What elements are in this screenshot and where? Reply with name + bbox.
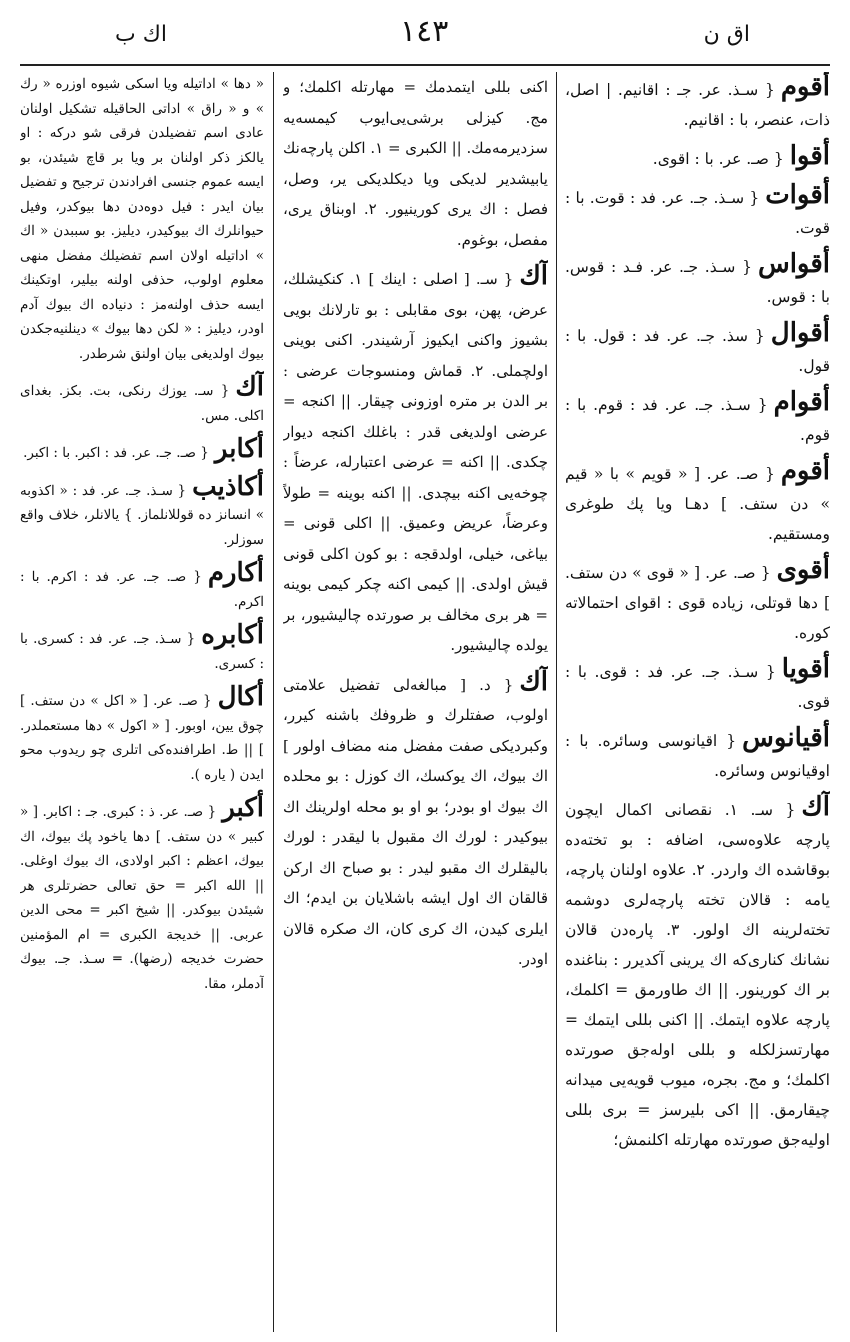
headword: أقوام (773, 387, 830, 417)
entry-aqvat (565, 180, 830, 243)
entry-aqvas (565, 249, 830, 312)
headword: أقوا (789, 141, 830, 171)
headword: آك (235, 372, 264, 402)
definition: { سـذ. جـ. عر. فـد : قوس. با : قوس. (565, 258, 830, 306)
column-divider (273, 72, 274, 1332)
entry-aqvum (565, 72, 830, 135)
entry-aqval (565, 318, 830, 381)
headword: أقويا (781, 654, 830, 684)
definition: { سـذ. جـ. عر. فد : قوم. با : قوم. (565, 396, 830, 444)
entry-aqva2 (565, 555, 830, 648)
headword: أقوات (765, 180, 830, 210)
definition: { صـ. عر. ذ : كبرى. جـ : اكابر. [ « كبير » دن ستف. ] دها ياخود پك بيوك، اك بيوك، اعظم : اكبر اولادى، اك بيوك اوغلى. || الله اكبر = حق تعالى حضرتلرى هر شيئدن بيوكدر. || شيخ اكبر = محى الدين عربى. || خديجة الكبرى = ام المؤمنين حضرت خديجه (رضها). ═ سـذ. جـ. بيوك آدملر، مقا. (20, 804, 264, 992)
definition: { سـذ. عر. جـ : اقانيم. | اصل، ذات، عنصر، با : اقانيم. (565, 81, 830, 129)
definition: { سـ. ١. نقصانى اكمال ايچون پارچه علاوه‌سى، اضافه : بو تخته‌ده بوقاشده اك واردر. ٢. علاوه اولنان پارچه، يامه : قالان تخته پارچه‌لرى دوشمه تخته‌لرينه اك اولور. ٣. پاره‌دن قالان نشانك كنارى‌كه اك يرينى آكديرر : بناغنده بر اك كورينور. || اك ‌طاورمق = اكلمك، پارچه علاوه ايتمك. || اكنى بللى ايتمك = مهارتسزلكله و بللى اوله‌جق صورتده اكلمك؛ و مج. بجره، ميوب قويه‌يى ميدانه چيقارمق. || اكى بليرسز = برى بللى اوليه‌جق صورتده مهارتله اكلنمش؛ (565, 801, 830, 1149)
headword: أقوال (770, 318, 830, 348)
entry-continuation (283, 72, 548, 255)
right-guide-word: اق ن (703, 22, 750, 47)
headword: أقوى (776, 555, 830, 585)
headword: آك (519, 666, 548, 697)
entry-ekazib (20, 472, 264, 553)
definition: اكنى بللى ايتمدمك = مهارتله اكلمك؛ و مج. كيزلى برشى‌يى‌ايوب كيمسه‌يه سزديرمه‌مك. || الكبرى = ١. اكلن پارچه‌نك يابيشدير لديكى ويا ديكلديكى ير، وصل، فصل : اك يرى كورينيور. ٢. اوبناق يرى، مفصل، بوغوم. (283, 78, 548, 249)
column-divider (556, 72, 557, 1332)
entry-ek-color (20, 372, 264, 428)
headword: أقيانوس (742, 723, 830, 753)
column-left (20, 72, 264, 1332)
entry-en-superlative (283, 667, 548, 975)
column-middle (283, 72, 548, 1332)
definition: { سـ. [ اصلى : اينك ] ١. كنكيشلك، عرض، پهن، بوى مقابلى : بو تارلانك بويى بشيوز واكنى ايكيوز آرشيندر. اكنى بوينى اولچملى. ٢. قماش ومنسوجات عرضى : بر الدن بر متره اوزونى چيقار. || اكنجه = عرضى اولديغى قدر : باغلك اكنجه ديوار چكدى. || اكنه = عرضى اعتبارله، عرضاً : چوخه‌يى اكنه بيچدى. || اكنه بوينه = طولاً وعرضاً، عريض وعميق. || اكلى قونى = بياغى، خيلى، اولدقجه : بو كون اكلى قونى قيش اولدى. || كيمى اكنه چكر كيمى بوينه = هر برى مخالف بر صورتده چاليشيور، بر يولده چاليشيور. (283, 270, 548, 654)
definition: { صـ. عر. [ « اكل » دن ستف. ] چوق يين، اوبور. [ « اكول » دها مستعملدر. ] || ط. اطرافنده‌كى اتلرى چو ريدوب محو ايدن ( ياره ). (20, 693, 264, 783)
definition: { صـ. عر. [ « قوى » دن ستف. ] دها قوتلى، زياده قوى : اقواى احتمالاته كوره. (565, 564, 830, 642)
entry-en (283, 261, 548, 661)
page-number: ١٤٣ (400, 14, 449, 49)
definition: { صـ. عر. با : اقوى. (652, 150, 784, 168)
definition: { صـ. جـ. عر. فد : اكرم. با : اكرم. (20, 569, 264, 610)
headword: أكارم (207, 558, 264, 588)
definition: { سـذ. جـ. عر. فد : قوت. با : قوت. (565, 189, 830, 237)
definition: { سـذ. جـ. عر. فد : كسرى. با : كسرى. (20, 631, 264, 672)
entry-aqva (565, 141, 830, 174)
definition: { صـ. عر. [ « قويم » با « قيم » دن ستف. ] دهـا ويا پك طوغرى ومستقيم. (565, 465, 830, 543)
entry-ekkal (20, 682, 264, 787)
headword: آك (519, 261, 548, 291)
definition: { اقيانوسى وسائره. با : اوقيانوس وسائره. (565, 732, 830, 780)
headword: أقوم (780, 456, 830, 486)
column-right (565, 72, 830, 1332)
definition: { د. [ مبالغه‌لى تفضيل علامتى اولوب، صفتلرك و ظروفك باشنه كيرر، وكبرديكى صفت مفضل منه مضاف اولور ] اك بيوك، اك يوكسك، اك كوزل : بو محلده اك بيوك او بودر؛ بو او بو محله اولرينك اك بيوكيدر : لورك اك مقبول با ليقدر : لورك باليقلرك اك مقبو ليدر : بو صباح اك اركن قالقان اك اول ايشه باشلايان بن ايدم؛ اك ايلرى كيدن، اك كرى كان، اك صكره قالان اودر. (283, 675, 548, 968)
headword: أقواس (757, 249, 830, 279)
definition: { صـ. جـ. عر. فد : اكبر. با : اكبر. (23, 445, 209, 461)
entry-ek (565, 792, 830, 1155)
left-guide-word: اك ب (115, 22, 167, 47)
entry-ekasire (20, 620, 264, 676)
definition: { سـذ. جـ. عر. فد : « اكذوبه » انسانز ده قوللانلماز. } يالانلر، خلاف واقع سوزلر. (20, 482, 264, 548)
definition: { سذ. جـ. عر. فد : قول. با : قول. (565, 327, 830, 375)
entry-aqvam (565, 387, 830, 450)
definition: « دها » اداتيله ويا اسكى شيوه اوزره « رك » و « راق » اداتى الحاقيله تشكيل اولنان عادى اسم تفضيلدن فرقى شو دركه : او يالكز ذكر اولنان بر ويا بر قاچ شيئدن، بو ايسه عموم جنسى افرادندن ترجيح و تفضيل بيان ايدر : فيل دوه‌دن دها بيوكدر، وفيل حيوانلرك اك بيوكيدر، ديليز. بو سببدن « اك » اداتيله اولان اسم تفضيلك مفضل منهى معلوم اولوب، حذفى اولنه بيلير، اوتكينك ايسه حذف اولنه‌مز : دنياده اك بيوك آدم اودر، ديليز : « لكن دها بيوك » دينلنيه‌جكدن بيوك اولديغى بيان اولنق شرطدر. (20, 76, 264, 362)
headword: أقوم (780, 72, 830, 102)
headword: آك (801, 792, 830, 822)
headword: أكال (217, 682, 264, 712)
entry-oqyanus (565, 723, 830, 786)
entry-aqvem (565, 456, 830, 549)
headword: أكبر (222, 793, 264, 823)
headword: أكاذيب (192, 471, 264, 502)
page-header (20, 14, 830, 66)
entry-ekber (20, 793, 264, 996)
definition: { سـذ. جـ. عر. فد : قوى. با : قوى. (565, 663, 830, 711)
headword: أكابر (214, 434, 264, 464)
definition: { سـ. يوزك رنكى، بت. بكز. بغداى اكلى. مس. (20, 383, 264, 424)
entry-ekarim (20, 558, 264, 614)
headword: أكابره (201, 620, 264, 650)
entry-continuation (20, 72, 264, 366)
entry-ekabir (20, 434, 264, 466)
entry-aqviya (565, 654, 830, 717)
dictionary-columns (20, 72, 830, 1332)
